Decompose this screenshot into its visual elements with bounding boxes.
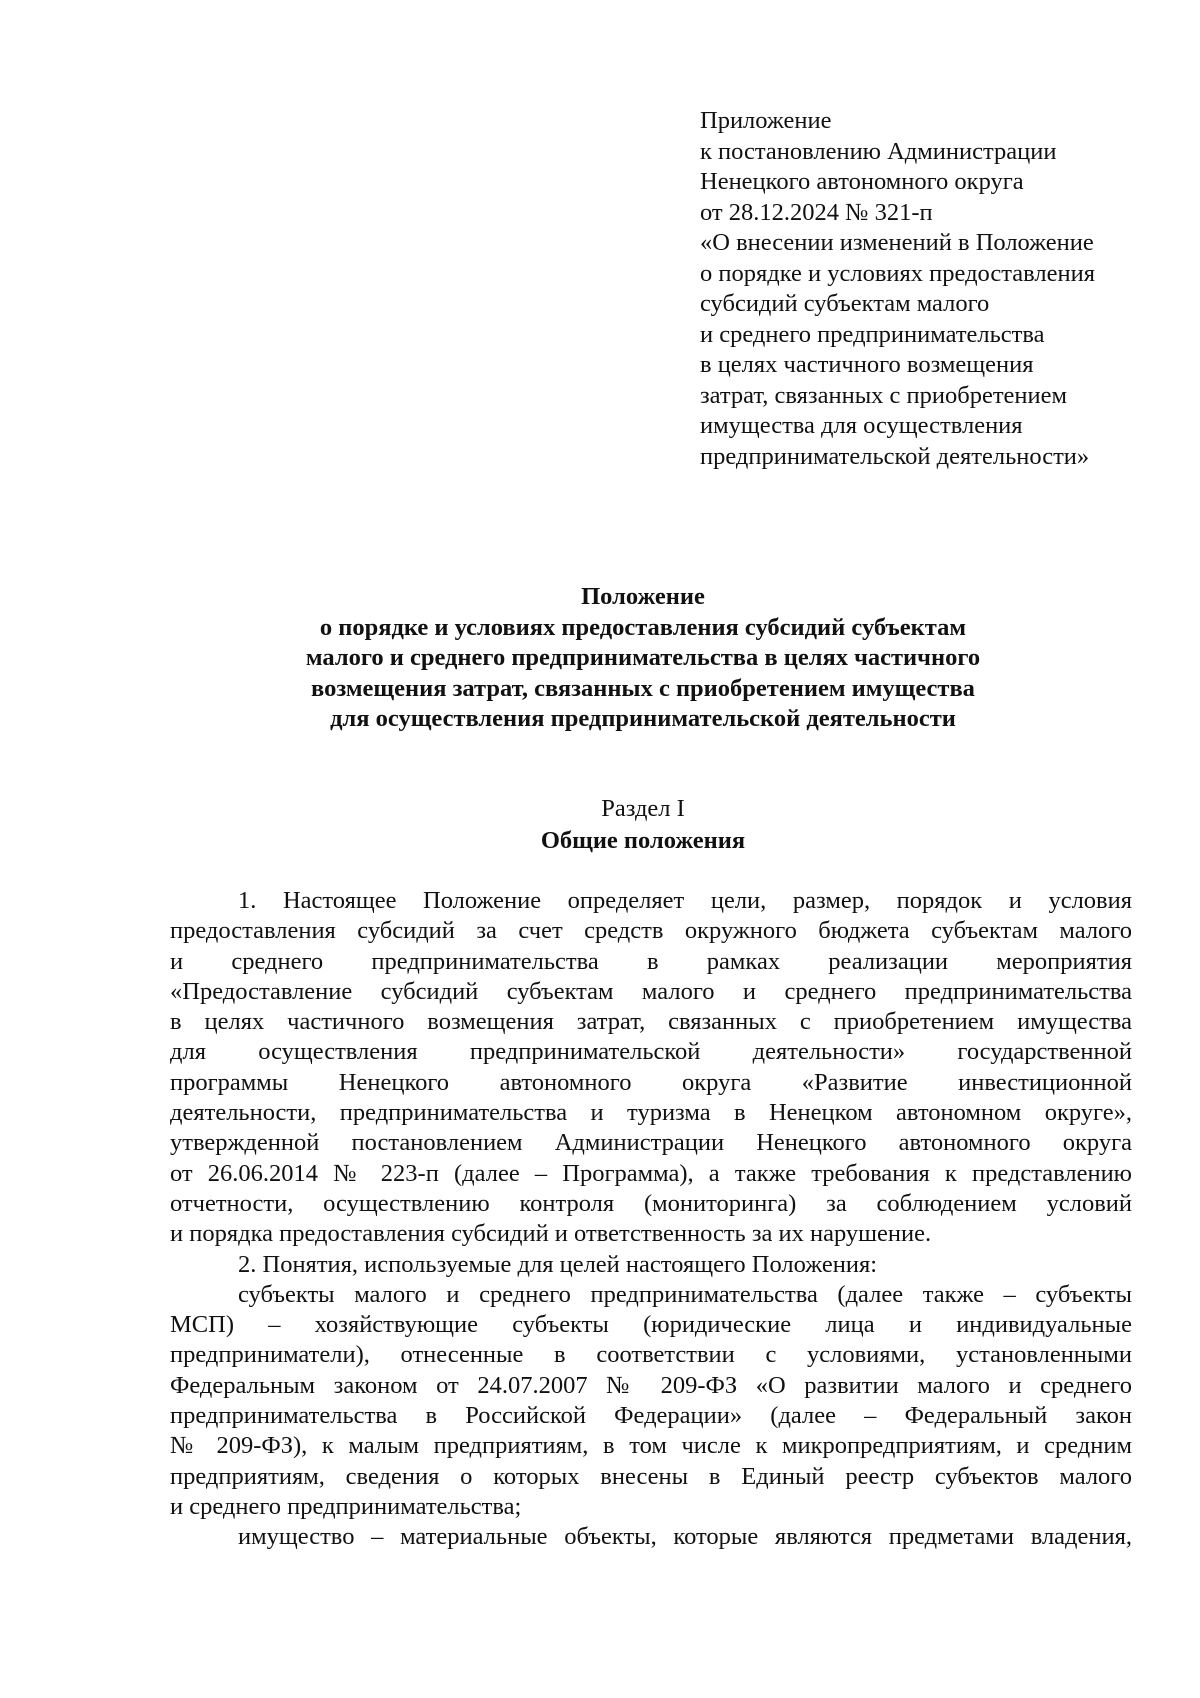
body-line: предприятиям, сведения о которых внесены в Единый реестр субъектов малого xyxy=(170,1462,1132,1490)
appendix-line: и среднего предпринимательства xyxy=(700,320,1045,348)
appendix-line: имущества для осуществления xyxy=(700,412,1023,439)
body-line: деятельности, предпринимательства и туризма в Ненецком автономном округе», xyxy=(170,1099,1132,1127)
body-line: «Предоставление субсидий субъектам малого и среднего предпринимательства xyxy=(170,977,1132,1005)
body-line: предоставления субсидий за счет средств окружного бюджета субъектам малого xyxy=(170,917,1132,945)
section-heading: Общие положения xyxy=(540,827,746,854)
appendix-line: затрат, связанных с приобретением xyxy=(700,381,1068,409)
body-line: субъекты малого и среднего предпринимательства (далее также – субъекты xyxy=(238,1280,1132,1308)
body-line: для осуществления предпринимательской деятельности» государственной xyxy=(170,1038,1132,1066)
body-line: 2. Понятия, используемые для целей настоящего Положения: xyxy=(238,1250,878,1278)
body-line: программы Ненецкого автономного округа «Развитие инвестиционной xyxy=(170,1068,1132,1096)
appendix-line: субсидий субъектам малого xyxy=(700,290,990,317)
body-line: утвержденной постановлением Администрации Ненецкого автономного округа xyxy=(170,1129,1132,1157)
body-line: № 209-ФЗ), к малым предприятиям, в том числе к микропредприятиям, и средним xyxy=(170,1432,1132,1460)
body-line: и среднего предпринимательства в рамках реализации мероприятия xyxy=(170,947,1132,975)
body-line: предприниматели), отнесенные в соответствии с условиями, установленными xyxy=(170,1341,1132,1369)
appendix-block xyxy=(700,106,1140,472)
title-line: Положение xyxy=(581,583,705,610)
body-line: в целях частичного возмещения затрат, связанных с приобретением имущества xyxy=(170,1008,1132,1036)
body-line: отчетности, осуществлению контроля (мониторинга) за соблюдением условий xyxy=(170,1189,1132,1217)
appendix-line: Ненецкого автономного округа xyxy=(700,168,1024,195)
body-line: предпринимательства в Российской Федерации» (далее – Федеральный закон xyxy=(170,1402,1132,1430)
section-label: Раздел I xyxy=(601,795,685,822)
appendix-line: от 28.12.2024 № 321-п xyxy=(700,198,933,226)
body-line: МСП) – хозяйствующие субъекты (юридические лица и индивидуальные xyxy=(170,1311,1132,1339)
body-line: имущество – материальные объекты, которые являются предметами владения, xyxy=(238,1523,1132,1551)
body-line: от 26.06.2014 № 223-п (далее – Программа), а также требования к представлению xyxy=(170,1159,1132,1187)
title-line: малого и среднего предпринимательства в целях частичного xyxy=(305,644,981,671)
appendix-line: о порядке и условиях предоставления xyxy=(700,259,1096,287)
title-line: для осуществления предпринимательской деятельности xyxy=(330,705,956,732)
appendix-line: в целях частичного возмещения xyxy=(700,351,1034,378)
body-line: и среднего предпринимательства; xyxy=(170,1492,522,1520)
appendix-line: предпринимательской деятельности» xyxy=(700,442,1090,470)
appendix-line: «О внесении изменений в Положение xyxy=(700,229,1094,256)
body-line: 1. Настоящее Положение определяет цели, размер, порядок и условия xyxy=(238,887,1132,914)
appendix-line: к постановлению Администрации xyxy=(700,137,1057,165)
document-title xyxy=(170,582,1116,735)
body-line: Федеральным законом от 24.07.2007 № 209-ФЗ «О развитии малого и среднего xyxy=(170,1371,1132,1399)
body-text xyxy=(170,886,1132,1553)
title-line: возмещения затрат, связанных с приобретением имущества xyxy=(311,674,975,702)
title-line: о порядке и условиях предоставления субсидий субъектам xyxy=(319,613,967,641)
body-line: и порядка предоставления субсидий и ответственность за их нарушение. xyxy=(170,1220,932,1248)
appendix-line: Приложение xyxy=(700,107,832,134)
